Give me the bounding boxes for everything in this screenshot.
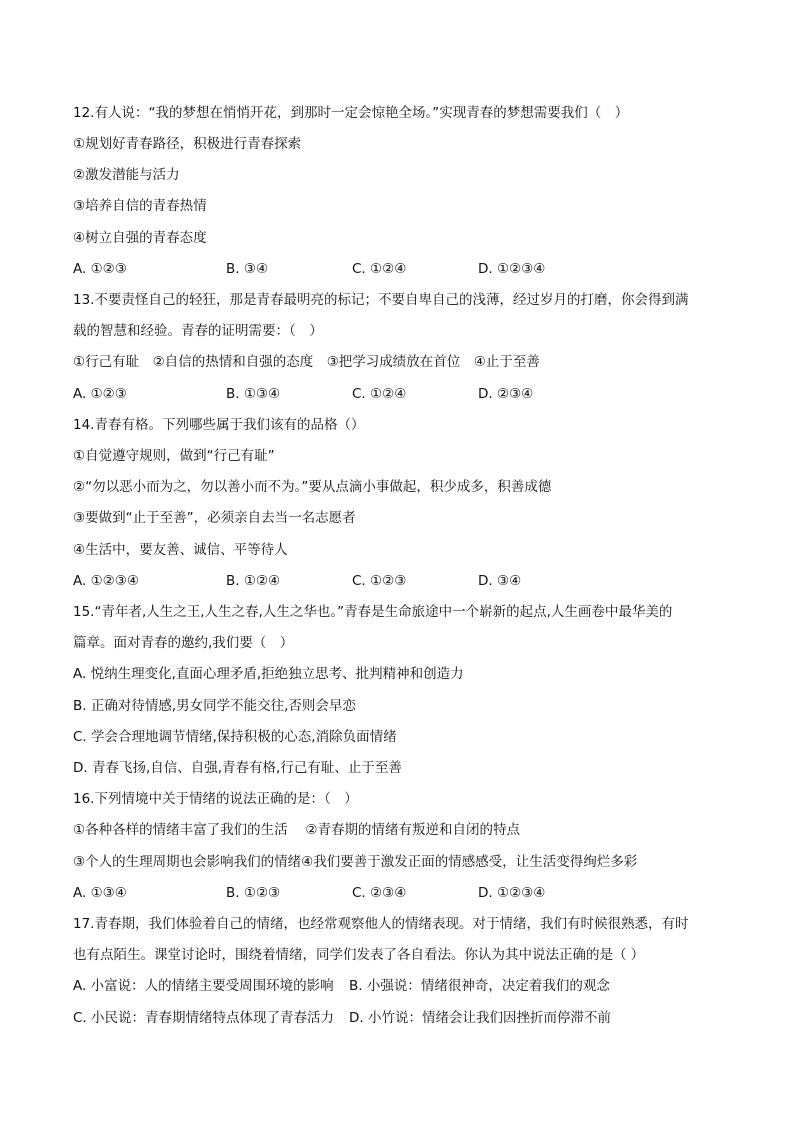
question-15-stem: 15.“青年者,人生之王,人生之春,人生之华也。”青春是生命旅途中一个崭新的起点,人生画卷中最华美的 — [73, 604, 673, 620]
choice-b: B. 正确对待情感,男女同学不能交往,否则会早恋 — [73, 698, 356, 714]
question-12-stem: 12.有人说：“我的梦想在悄悄开花，到那时一定会惊艳全场。”实现青春的梦想需要我们（ ） — [73, 105, 629, 121]
question-12-item: ①规划好青春路径，积极进行青春探索 — [73, 136, 302, 152]
choice-d: D. ①②③④ — [478, 261, 546, 277]
choice-a: A. ①②③ — [73, 386, 127, 402]
choice-b: B. 小强说：情绪很神奇，决定着我们的观念 — [349, 978, 610, 994]
question-13-item: ①行己有耻 ②自信的热情和自强的态度 ③把学习成绩放在首位 ④止于至善 — [73, 354, 540, 370]
question-14-stem: 14.青春有格。下列哪些属于我们该有的品格（） — [73, 417, 365, 433]
question-12-item: ②激发潜能与活力 — [73, 167, 180, 183]
question-16-stem: 16.下列情境中关于情绪的说法正确的是：（ ） — [73, 791, 358, 807]
question-12-item: ③培养自信的青春热情 — [73, 198, 207, 214]
choice-d: D. 青春飞扬,自信、自强,青春有格,行己有耻、止于至善 — [73, 760, 402, 776]
choice-b: B. ①③④ — [226, 386, 281, 402]
choice-c: C. ②③④ — [352, 885, 407, 901]
question-13-stem: 13.不要责怪自己的轻狂，那是青春最明亮的标记；不要自卑自己的浅薄，经过岁月的打磨，你会得到满 — [73, 292, 689, 308]
choice-a: A. 小富说：人的情绪主要受周围环境的影响 — [73, 978, 334, 994]
choice-c: C. 学会合理地调节情绪,保持积极的心态,消除负面情绪 — [73, 729, 397, 745]
choice-a: A. ①②③④ — [73, 573, 139, 589]
choice-c: C. ①②④ — [352, 261, 407, 277]
choice-d: D. ②③④ — [478, 386, 534, 402]
question-14-item: ③要做到“止于至善”，必须亲自去当一名志愿者 — [73, 510, 356, 526]
question-13-stem: 载的智慧和经验。青春的证明需要：（ ） — [73, 323, 323, 339]
choice-b: B. ①②④ — [226, 573, 281, 589]
choice-c: C. ①②④ — [352, 386, 407, 402]
choice-a: A. ①③④ — [73, 885, 127, 901]
question-16-item: ③个人的生理周期也会影响我们的情绪④我们要善于激发正面的情感感受，让生活变得绚烂多彩 — [73, 854, 638, 870]
question-14-item: ④生活中，要友善、诚信、平等待人 — [73, 542, 288, 558]
choice-d: D. ③④ — [478, 573, 522, 589]
question-15-stem: 篇章。面对青春的邀约,我们要（ ） — [73, 635, 294, 651]
choice-c: C. 小民说：青春期情绪特点体现了青春活力 — [73, 1010, 335, 1026]
choice-a: A. ①②③ — [73, 261, 127, 277]
choice-d: D. 小竹说：情绪会让我们因挫折而停滞不前 — [349, 1010, 611, 1026]
choice-c: C. ①②③ — [352, 573, 407, 589]
question-14-item: ②“勿以恶小而为之，勿以善小而不为。”要从点滴小事做起，积少成多，积善成德 — [73, 479, 552, 495]
question-12-item: ④树立自强的青春态度 — [73, 230, 207, 246]
question-17-stem: 也有点陌生。课堂讨论时，围绕着情绪，同学们发表了各自看法。你认为其中说法正确的是（ ） — [73, 947, 645, 963]
question-14-item: ①自觉遵守规则，做到“行己有耻” — [73, 448, 275, 464]
question-16-item: ①各种各样的情绪丰富了我们的生活 ②青春期的情绪有叛逆和自闭的特点 — [73, 822, 520, 838]
choice-b: B. ①②③ — [226, 885, 281, 901]
choice-a: A. 悦纳生理变化,直面心理矛盾,拒绝独立思考、批判精神和创造力 — [73, 666, 464, 682]
question-17-stem: 17.青春期，我们体验着自己的情绪，也经常观察他人的情绪表现。对于情绪，我们有时候很熟悉，有时 — [73, 916, 689, 932]
choice-d: D. ①②③④ — [478, 885, 546, 901]
choice-b: B. ③④ — [226, 261, 269, 277]
